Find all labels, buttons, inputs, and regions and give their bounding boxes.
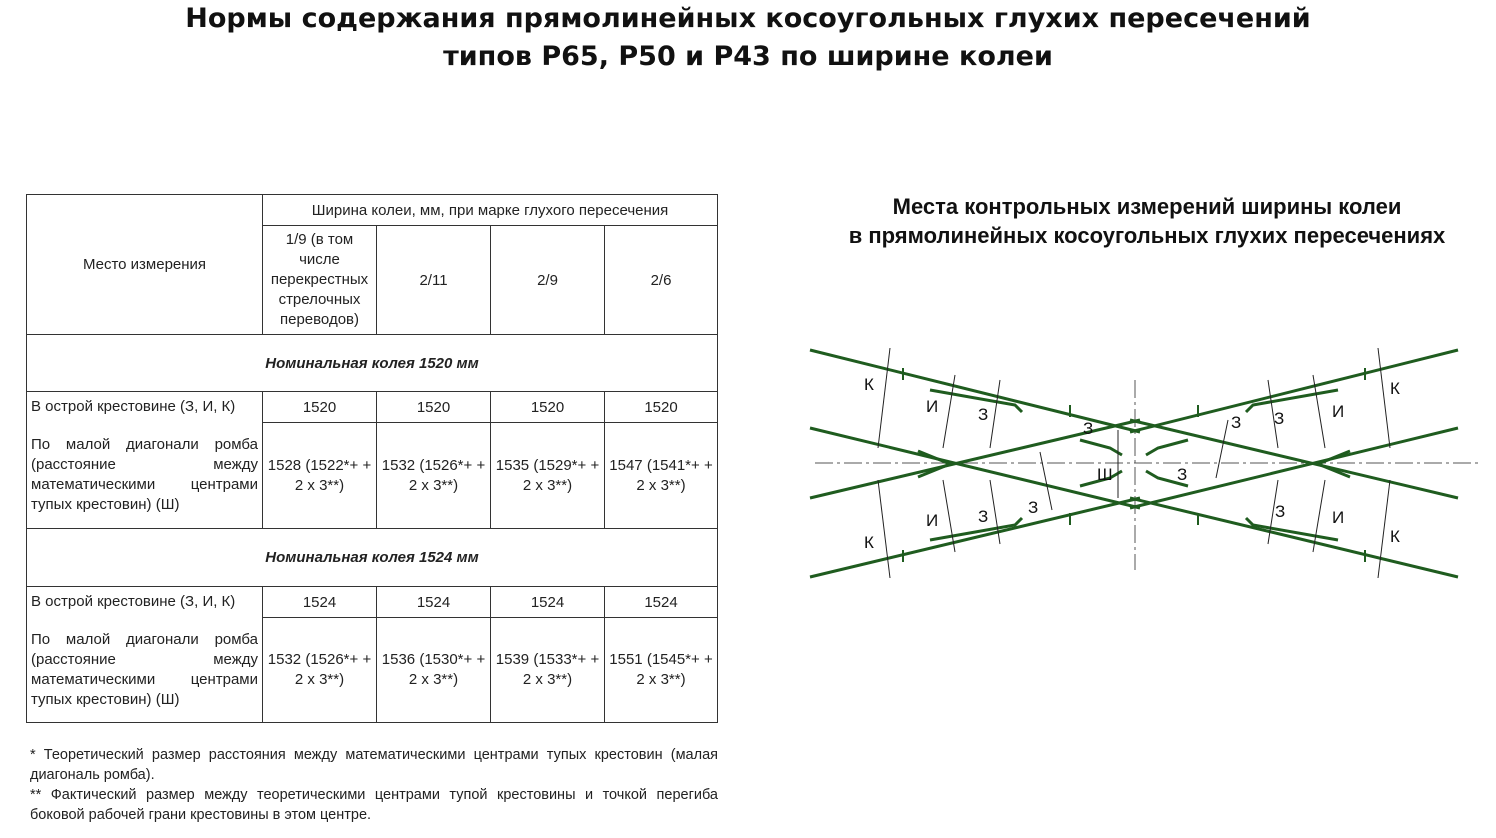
footnote-1: * Теоретический размер расстояния между математическими центрами тупых крестовин (малая диагональ ромба). [30, 747, 718, 783]
label-z: З [1177, 465, 1188, 484]
label-k: К [864, 533, 874, 552]
measure-line [1378, 348, 1390, 448]
row-place: По малой диагонали ромба (расстояние между математическими центрами тупых крестовин) (Ш) [27, 618, 263, 723]
measure-line [878, 348, 890, 448]
rail-a-mid [810, 428, 1140, 508]
label-z: З [978, 507, 989, 526]
obtuse-frog [1146, 440, 1188, 455]
crossing-diagram [800, 330, 1490, 590]
table-cell: 1520 [605, 392, 718, 423]
header-place: Место измерения [27, 195, 263, 335]
label-i: И [926, 511, 939, 530]
table-cell: 1520 [377, 392, 491, 423]
section-heading-1524: Номинальная колея 1524 мм [27, 529, 718, 587]
table-cell: 1532 (1526*+ + 2 х 3**) [263, 618, 377, 723]
measure-line [1378, 480, 1390, 578]
measure-line [1040, 452, 1052, 510]
measure-line [943, 480, 955, 552]
table-cell: 1536 (1530*+ + 2 х 3**) [377, 618, 491, 723]
label-i: И [1332, 402, 1345, 421]
section-heading-1520: Номинальная колея 1520 мм [27, 335, 718, 392]
diagram-title-line1: Места контрольных измерений ширины колеи [892, 194, 1402, 219]
footnote-2: ** Фактический размер между теоретическими центрами тупой крестовины и точкой перегиба боковой рабочей грани крестовины в этом центре. [30, 787, 718, 823]
label-z: З [1231, 413, 1242, 432]
page-title-line1: Нормы содержания прямолинейных косоугольных глухих пересечений [185, 3, 1311, 34]
rail-d-bottom [1130, 498, 1458, 577]
label-z: З [1275, 502, 1286, 521]
measure-line [1313, 480, 1325, 552]
table-cell: 1524 [263, 587, 377, 618]
norms-table [26, 194, 718, 723]
header-mark-1-9: 1/9 (в том числе перекрестных стрелочных переводов) [263, 226, 377, 335]
row-place: В острой крестовине (З, И, К) [27, 392, 263, 423]
diagram-title-line2: в прямолинейных косоугольных глухих пересечениях [848, 223, 1446, 248]
header-mark-2-11: 2/11 [377, 226, 491, 335]
table-cell: 1520 [263, 392, 377, 423]
header-mark-2-6: 2/6 [605, 226, 718, 335]
label-z: З [978, 405, 989, 424]
guard-rail [930, 390, 1022, 412]
page-title [0, 0, 1496, 76]
measure-line [878, 480, 890, 578]
label-z: З [1083, 419, 1094, 438]
label-k: К [864, 375, 874, 394]
header-group: Ширина колеи, мм, при марке глухого пересечения [263, 195, 718, 226]
page-title-line2: типов Р65, Р50 и Р43 по ширине колеи [443, 41, 1053, 72]
label-z: З [1274, 409, 1285, 428]
table-cell: 1547 (1541*+ + 2 х 3**) [605, 423, 718, 529]
rail-b-bottom [810, 498, 1140, 577]
label-sh: Ш [1097, 465, 1113, 484]
rail-d-mid [1130, 420, 1458, 498]
table-cell: 1520 [491, 392, 605, 423]
table-cell: 1532 (1526*+ + 2 х 3**) [377, 423, 491, 529]
header-mark-2-9: 2/9 [491, 226, 605, 335]
table-cell: 1539 (1533*+ + 2 х 3**) [491, 618, 605, 723]
label-i: И [926, 397, 939, 416]
table-cell: 1535 (1529*+ + 2 х 3**) [491, 423, 605, 529]
measure-line [990, 380, 1000, 448]
table-cell: 1524 [377, 587, 491, 618]
rail-c-top [1130, 350, 1458, 432]
table-cell: 1524 [491, 587, 605, 618]
table-cell: 1551 (1545*+ + 2 х 3**) [605, 618, 718, 723]
row-place: По малой диагонали ромба (расстояние между математическими центрами тупых крестовин) (Ш) [27, 423, 263, 529]
label-i: И [1332, 508, 1345, 527]
label-z: З [1028, 498, 1039, 517]
table-cell: 1524 [605, 587, 718, 618]
row-place: В острой крестовине (З, И, К) [27, 587, 263, 618]
measure-line [1216, 420, 1228, 478]
table-cell: 1528 (1522*+ + 2 х 3**) [263, 423, 377, 529]
label-k: К [1390, 527, 1400, 546]
diagram-title [808, 192, 1486, 250]
label-k: К [1390, 379, 1400, 398]
obtuse-frog [1080, 440, 1122, 455]
